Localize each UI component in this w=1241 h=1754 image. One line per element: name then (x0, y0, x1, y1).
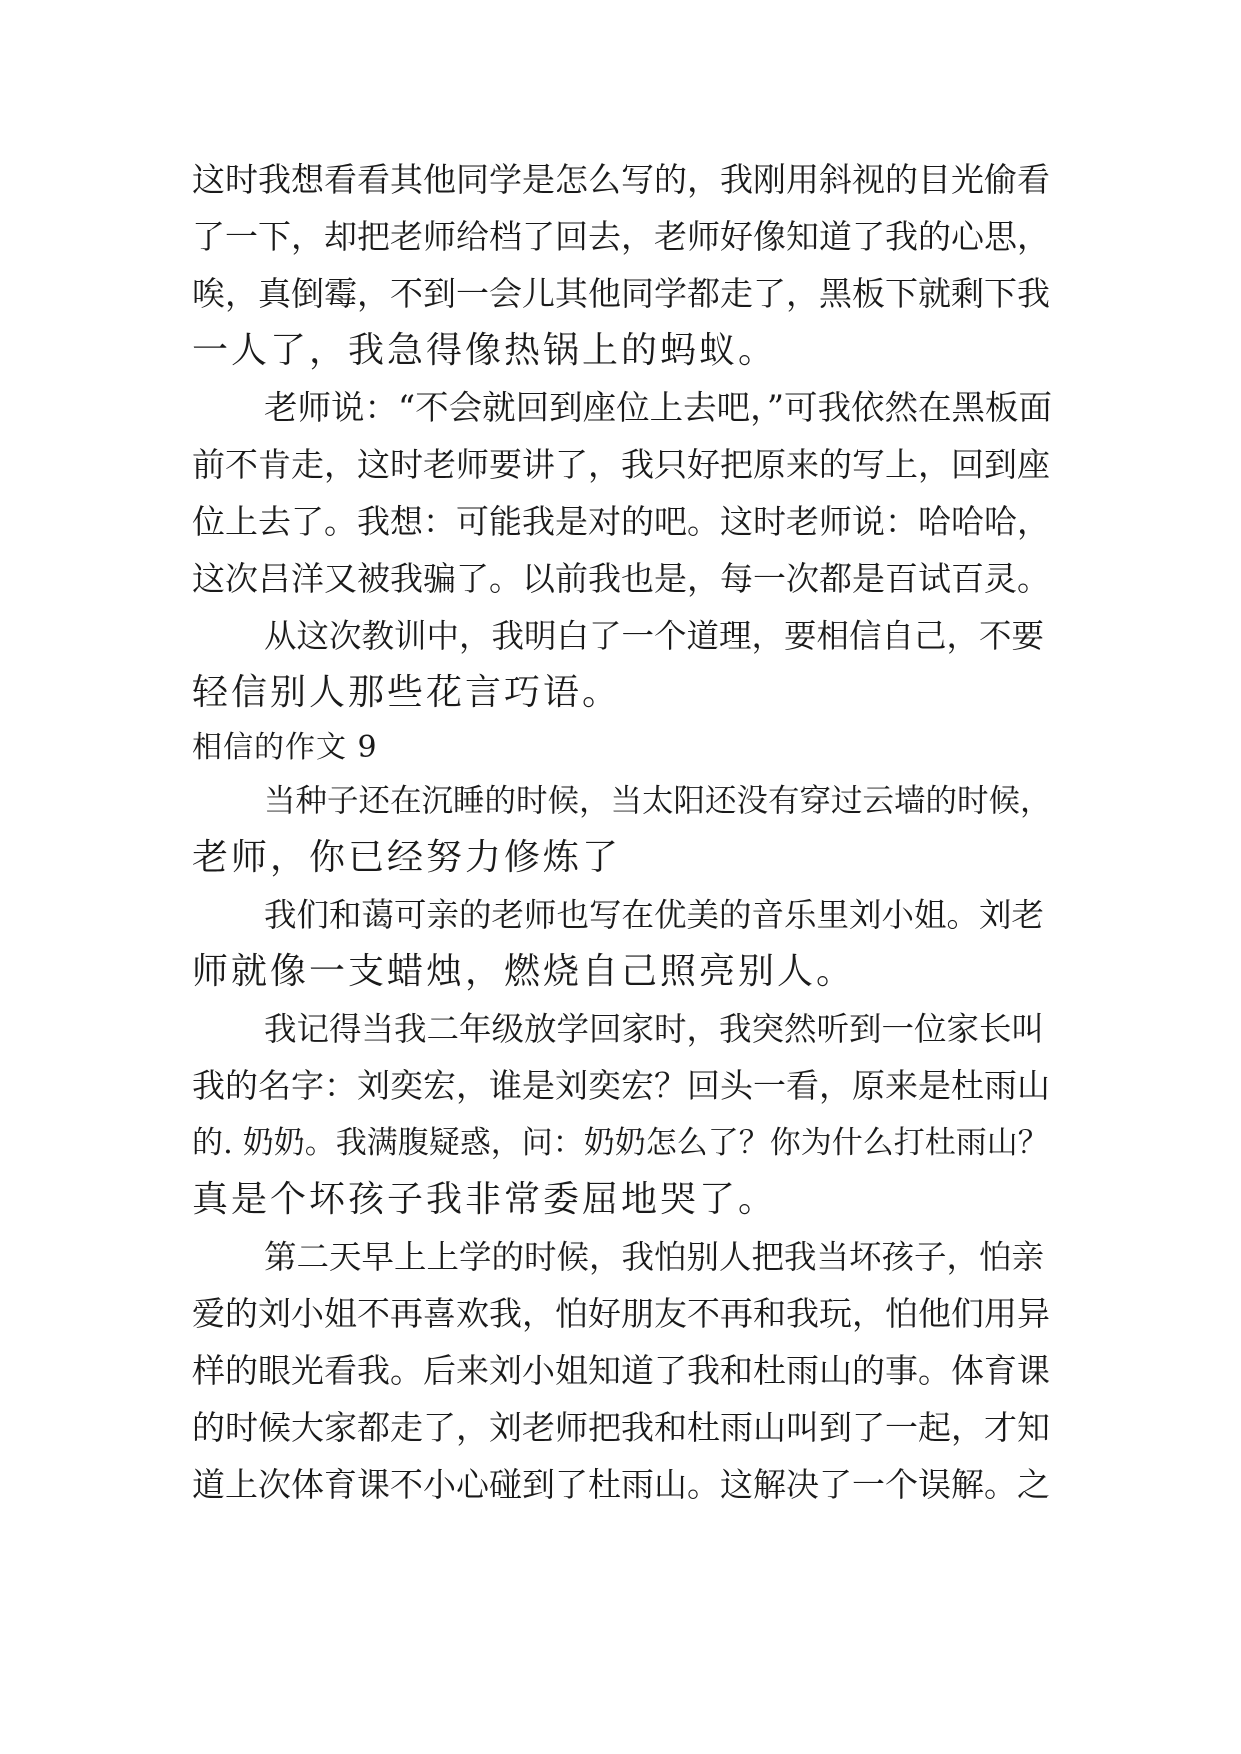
text-line: 道上次体育课不小心碰到了杜雨山。这解决了一个误解。之 (192, 1465, 1050, 1504)
text-line: 了一下，却把老师给档了回去，老师好像知道了我的心思， (192, 217, 1050, 256)
text-line: 的时候大家都走了，刘老师把我和杜雨山叫到了一起，才知 (192, 1408, 1050, 1447)
text-line: 这次吕洋又被我骗了。以前我也是，每一次都是百试百灵。 (192, 559, 1050, 598)
text-line: 真是个坏孩子我非常委屈地哭了。 (192, 1179, 778, 1220)
paragraph-first-line: 老师说：“不会就回到座位上去吧，”可我依然在黑板面 (264, 388, 1053, 427)
text-line: 这时我想看看其他同学是怎么写的，我刚用斜视的目光偷看 (192, 160, 1050, 199)
paragraph-first-line: 我们和蔼可亲的老师也写在优美的音乐里刘小姐。刘老 (264, 896, 1045, 934)
text-line: 老师，你已经努力修炼了 (192, 837, 622, 878)
text-line: 师就像一支蜡烛，燃烧自己照亮别人。 (192, 951, 856, 992)
text-line: 位上去了。我想：可能我是对的吧。这时老师说：哈哈哈， (192, 502, 1050, 541)
paragraph-first-line: 我记得当我二年级放学回家时，我突然听到一位家长叫 (264, 1010, 1045, 1048)
text-line: 前不肯走，这时老师要讲了，我只好把原来的写上，回到座 (192, 445, 1050, 484)
text-line: 的. 奶奶。我满腹疑惑，问：奶奶怎么了？你为什么打杜雨山？ (192, 1125, 1049, 1161)
text-line: 样的眼光看我。后来刘小姐知道了我和杜雨山的事。体育课 (192, 1351, 1050, 1390)
paragraph-first-line: 第二天早上上学的时候，我怕别人把我当坏孩子，怕亲 (264, 1238, 1045, 1276)
text-line: 一人了，我急得像热锅上的蚂蚁。 (192, 330, 778, 371)
text-line: 爱的刘小姐不再喜欢我，怕好朋友不再和我玩，怕他们用异 (192, 1294, 1050, 1333)
paragraph-first-line: 从这次教训中，我明白了一个道理，要相信自己，不要 (264, 617, 1045, 655)
text-line: 唉，真倒霉，不到一会儿其他同学都走了，黑板下就剩下我 (192, 274, 1050, 313)
text-line: 我的名字：刘奕宏，谁是刘奕宏？回头一看，原来是杜雨山 (192, 1066, 1050, 1105)
section-heading: 相信的作文 9 (192, 730, 378, 765)
text-line: 轻信别人那些花言巧语。 (192, 672, 622, 713)
paragraph-first-line: 当种子还在沉睡的时候，当太阳还没有穿过云墙的时候， (264, 783, 1052, 819)
